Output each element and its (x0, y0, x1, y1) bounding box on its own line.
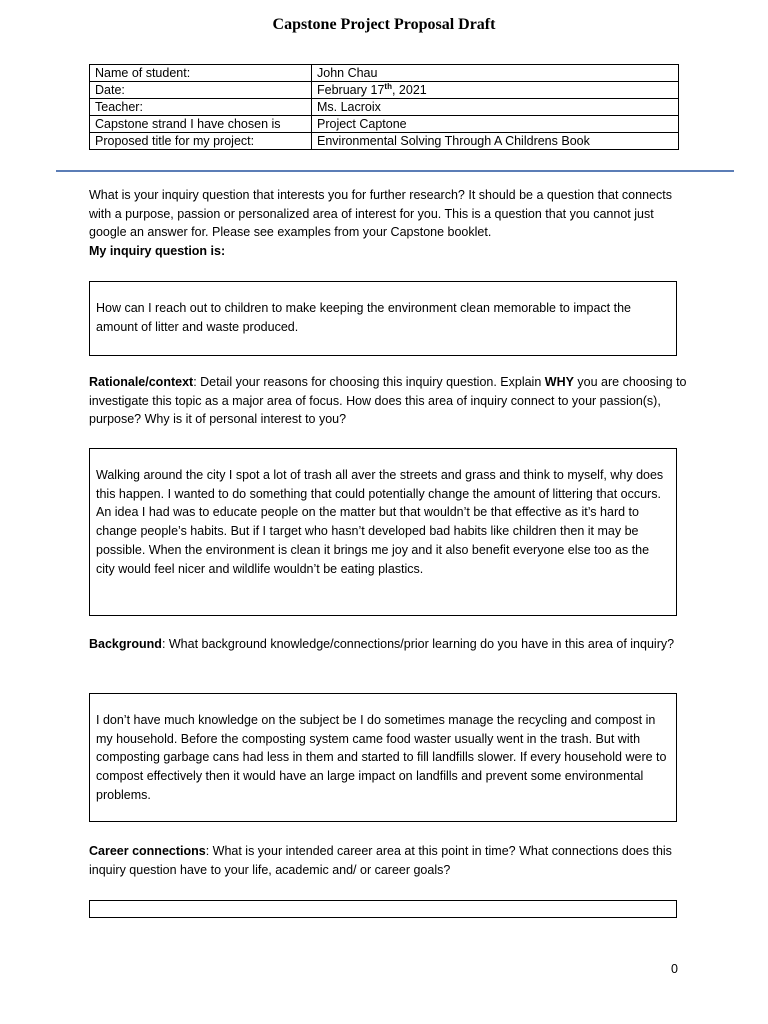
background-heading: Background (89, 637, 162, 651)
inquiry-label: My inquiry question is: (89, 243, 226, 258)
inquiry-prompt (89, 186, 689, 260)
background-prompt (89, 635, 689, 654)
inquiry-prompt-text: What is your inquiry question that interests you for further research? It should be a question that connects with a purpose, passion or personalized area of interest for you. This is a question that you cannot just google an answer for. Please see examples from your Capstone booklet. (89, 188, 672, 239)
career-prompt-text: : What is your intended career area at this point in time? What connections does this inquiry question have to your life, academic and/ or career goals? (89, 844, 672, 877)
table-value: John Chau (312, 65, 679, 82)
table-label: Capstone strand I have chosen is (90, 116, 312, 133)
rationale-heading: Rationale/context (89, 375, 194, 389)
table-label: Proposed title for my project: (90, 133, 312, 150)
career-prompt (89, 842, 689, 879)
date-ordinal: th (384, 81, 392, 91)
career-heading: Career connections (89, 844, 206, 858)
section-divider (56, 170, 734, 172)
date-main: February 17 (317, 83, 385, 97)
table-row (90, 133, 679, 150)
table-label: Name of student: (90, 65, 312, 82)
rationale-prompt (89, 373, 689, 429)
table-value: Environmental Solving Through A Childrens Book (312, 133, 679, 150)
background-prompt-text: : What background knowledge/connections/prior learning do you have in this area of inquiry? (161, 637, 675, 651)
page-number: 0 (671, 962, 678, 976)
table-value: Project Captone (312, 116, 679, 133)
table-value: Ms. Lacroix (312, 99, 679, 116)
student-info-table (89, 64, 679, 150)
table-row (90, 99, 679, 116)
table-label: Date: (90, 82, 312, 99)
rationale-prompt-part1: : Detail your reasons for choosing this inquiry question. Explain (193, 375, 545, 389)
inquiry-answer-box[interactable]: How can I reach out to children to make keeping the environment clean memorable to impact the amount of litter and waste produced. (89, 281, 677, 356)
date-year: , 2021 (391, 83, 427, 97)
rationale-answer-box[interactable]: Walking around the city I spot a lot of trash all aver the streets and grass and think to myself, why does this happen. I wanted to do something that could potentially change the amount of littering that occurs. An idea I had was to educate people on the matter but that wouldn’t be that effective as it’s hard to change people’s habits. But if I target who hasn’t developed bad habits like children then it may be possible. When the environment is clean it brings me joy and it also benefit everyone else too as the city would feel nicer and wildlife wouldn’t be eating plastics. (89, 448, 677, 616)
rationale-prompt-part2: you are choosing to investigate this topic as a major area of focus. How does this area of inquiry connect to your passion(s), purpose? Why is it of personal interest to you? (89, 375, 687, 426)
table-value (312, 82, 679, 99)
background-answer-box[interactable]: I don’t have much knowledge on the subject be I do sometimes manage the recycling and compost in my household. Before the composting system came food waster usually went in the trash. But with composting garbage cans had less in them and started to fill landfills slower. If every household were to compost effectively then it would have an large impact on landfills and prevent some environmental problems. (89, 693, 677, 822)
table-label: Teacher: (90, 99, 312, 116)
document-title: Capstone Project Proposal Draft (272, 16, 496, 33)
rationale-emphasis: WHY (544, 375, 574, 389)
table-row (90, 116, 679, 133)
career-answer-box[interactable] (89, 900, 677, 918)
table-row (90, 82, 679, 99)
table-row (90, 65, 679, 82)
